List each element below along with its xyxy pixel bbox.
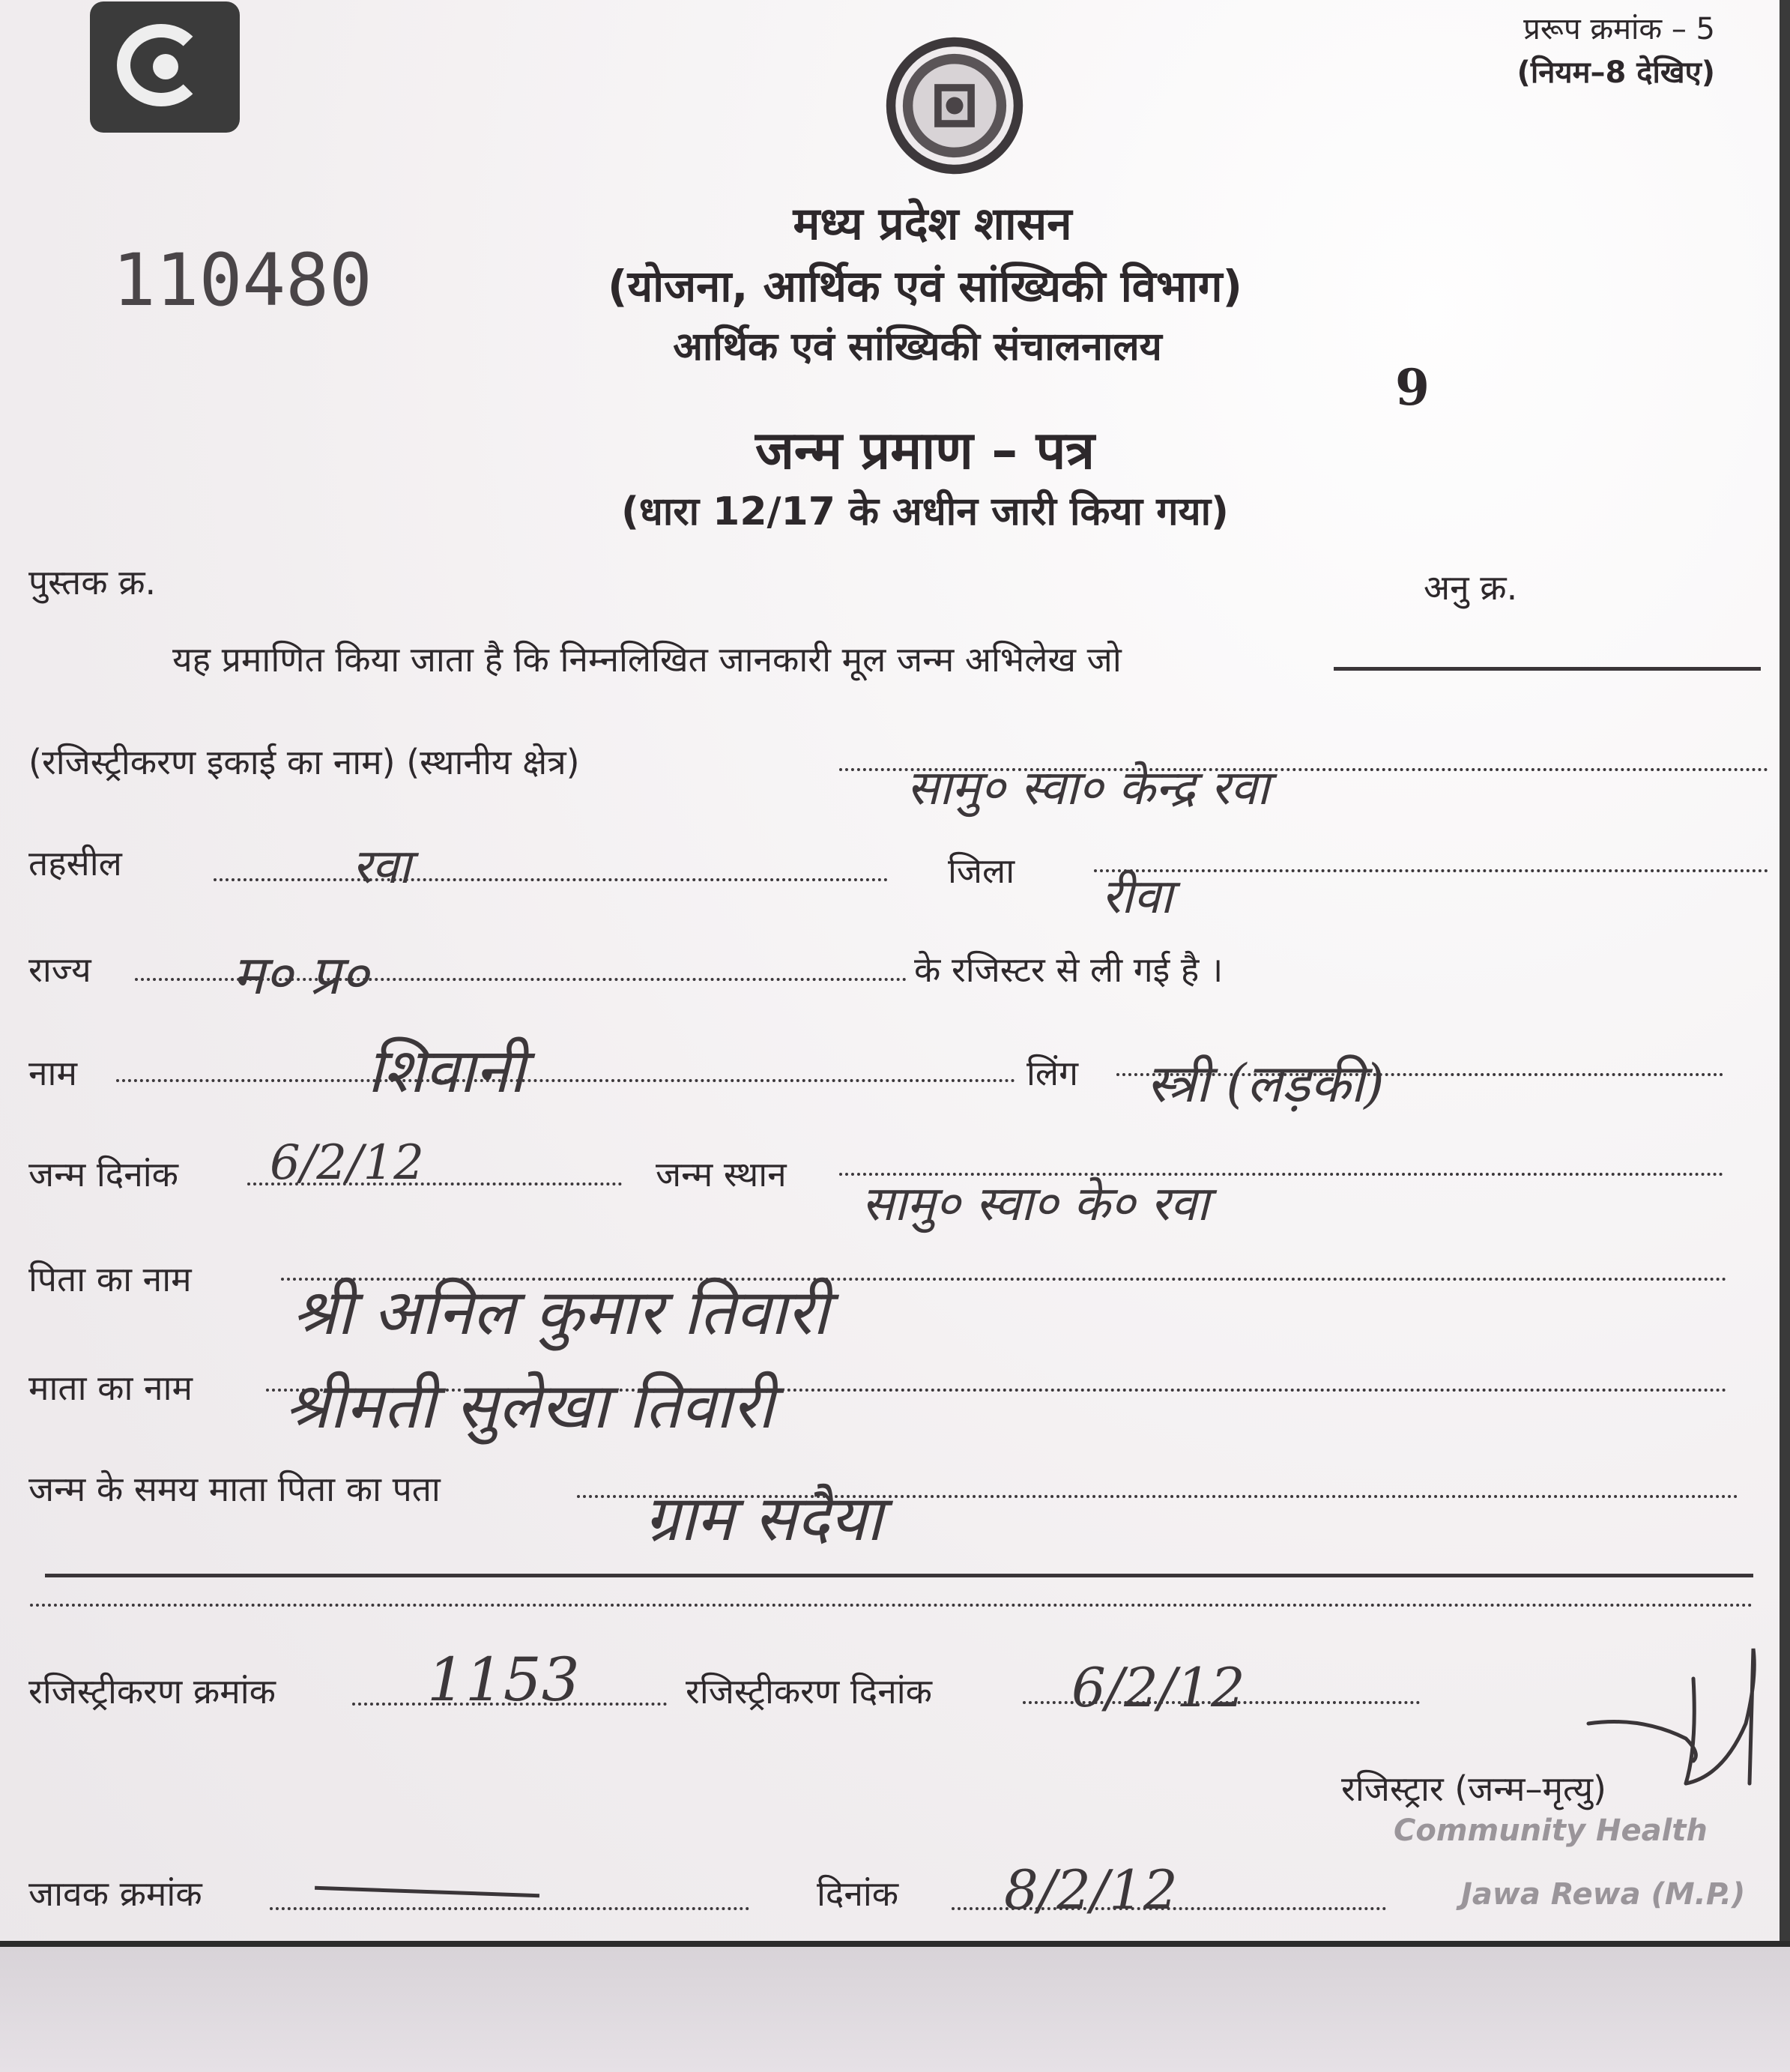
registration-unit-value: सामु० स्वा० केन्द्र रवा <box>907 761 1270 816</box>
state-emblem-icon <box>883 34 1026 178</box>
gender-value: स्त्री (लड़की) <box>1146 1053 1385 1114</box>
address-line-2 <box>30 1604 1753 1607</box>
register-suffix-text: के रजिस्टर से ली गई है । <box>914 949 1224 990</box>
name-line <box>116 1079 1015 1082</box>
certification-underline <box>1334 667 1761 671</box>
dob-label: जन्म दिनांक <box>28 1154 179 1194</box>
address-value: ग्राम सदैया <box>644 1481 883 1555</box>
birthplace-value: सामु० स्वा० के० रवा <box>862 1177 1209 1232</box>
outward-number-label: जावक क्रमांक <box>28 1873 202 1914</box>
app-logo-icon <box>90 1 240 133</box>
name-value: शिवानी <box>367 1036 525 1107</box>
state-label: राज्य <box>28 949 91 990</box>
birthplace-label: जन्म स्थान <box>656 1154 787 1194</box>
outward-date-label: दिनांक <box>817 1873 899 1914</box>
tehsil-value: रवा <box>352 839 411 895</box>
address-rule <box>45 1574 1753 1577</box>
registration-date-value: 6/2/12 <box>1071 1656 1245 1719</box>
tehsil-label: तहसील <box>28 843 122 884</box>
mother-name-label: माता का नाम <box>28 1368 193 1408</box>
government-name: मध्य प्रदेश शासन <box>793 198 1072 250</box>
tehsil-line <box>214 878 888 881</box>
gender-label: लिंग <box>1026 1053 1078 1093</box>
official-stamp-line-2: Jawa Rewa (M.P.) <box>1461 1877 1746 1912</box>
district-label: जिला <box>948 851 1015 891</box>
book-number-label: पुस्तक क्र. <box>28 562 157 602</box>
directorate-name: आर्थिक एवं सांख्यिकी संचालनालय <box>673 324 1162 369</box>
serial-number-label: अनु क्र. <box>1424 567 1518 608</box>
page-number: 9 <box>1395 358 1430 417</box>
registrar-label: रजिस्ट्रार (जन्म–मृत्यु) <box>1341 1769 1606 1809</box>
official-stamp-line-1: Community Health <box>1394 1813 1708 1848</box>
district-value: रीवा <box>1101 869 1173 925</box>
registration-number-value: 1153 <box>427 1645 580 1715</box>
address-label: जन्म के समय माता पिता का पता <box>28 1469 441 1509</box>
state-value: म० प्र० <box>232 943 369 1006</box>
district-line <box>1094 869 1768 872</box>
department-name: (योजना, आर्थिक एवं सांख्यिकी विभाग) <box>607 261 1243 312</box>
father-name-label: पिता का नाम <box>28 1259 192 1299</box>
outward-number-line <box>270 1907 749 1910</box>
father-name-value: श्री अनिल कुमार तिवारी <box>292 1275 829 1349</box>
certificate-title: जन्म प्रमाण – पत्र <box>755 420 1095 481</box>
form-number: प्ररूप क्रमांक – 5 (नियम–8 देखिए) <box>1517 12 1715 90</box>
certification-text: यह प्रमाणित किया जाता है कि निम्नलिखित जानकारी मूल जन्म अभिलेख जो <box>172 639 1122 680</box>
certificate-subtitle: (धारा 12/17 के अधीन जारी किया गया) <box>621 489 1229 534</box>
registration-number-label: रजिस्ट्रीकरण क्रमांक <box>28 1671 276 1712</box>
registration-date-label: रजिस्ट्रीकरण दिनांक <box>686 1671 932 1712</box>
certificate-serial-number: 110480 <box>112 238 372 322</box>
dob-value: 6/2/12 <box>270 1135 424 1191</box>
registration-unit-label: (रजिस्ट्रीकरण इकाई का नाम) (स्थानीय क्षेत्र) <box>28 742 580 782</box>
outward-date-value: 8/2/12 <box>1004 1858 1178 1921</box>
name-label: नाम <box>28 1053 77 1093</box>
mother-name-value: श्रीमती सुलेखा तिवारी <box>285 1369 774 1443</box>
scan-margin <box>0 1947 1790 2072</box>
